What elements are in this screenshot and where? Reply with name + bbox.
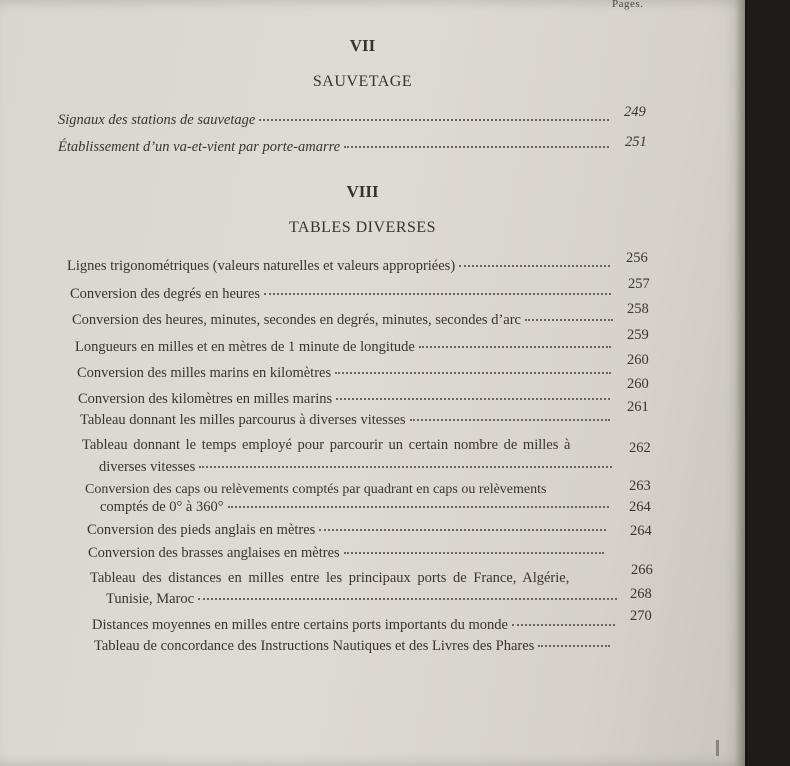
toc-entry-page: 264 [630, 523, 652, 539]
toc-entry-page: 257 [628, 276, 650, 292]
toc-entry-page: 263 [629, 478, 651, 494]
leader-dots [344, 146, 609, 148]
leader-dots [259, 119, 609, 121]
toc-entry-title: Signaux des stations de sauvetage [58, 112, 256, 128]
toc-entry-page: 268 [630, 586, 652, 602]
toc-entry-title: Conversion des brasses anglaises en mètres [88, 545, 340, 561]
toc-entry-title: Tableau donnant les milles parcourus à diverses vitesses [80, 412, 406, 428]
leader-dots [228, 506, 609, 508]
toc-entry-page: 266 [631, 562, 653, 578]
toc-entry-page: 260 [627, 352, 649, 368]
page-mark [716, 740, 719, 756]
toc-entry-title: Conversion des pieds anglais en mètres [87, 522, 316, 538]
leader-dots [344, 552, 604, 554]
toc-entry-title: Tableau des distances en milles entre les principaux ports de France, Algérie, [90, 570, 570, 586]
toc-entry-title: Conversion des degrés en heures [70, 286, 261, 302]
pages-column-label: Pages. [612, 0, 644, 10]
page-edge-shadow [735, 0, 747, 766]
leader-dots [198, 598, 617, 600]
toc-entry-page: 258 [627, 301, 649, 317]
toc-entry-title: Conversion des kilomètres en milles marins [78, 391, 333, 407]
leader-dots [410, 419, 610, 421]
toc-entry-title-continued: diverses vitesses [99, 459, 196, 475]
toc-entry-title: Longueurs en milles et en mètres de 1 minute de longitude [75, 339, 415, 355]
leader-dots [264, 293, 611, 295]
leader-dots [512, 624, 615, 626]
toc-entry-title: Tableau donnant le temps employé pour parcourir un certain nombre de milles à [82, 437, 571, 453]
section-title-sauvetage: SAUVETAGE [312, 73, 413, 90]
leader-dots [336, 398, 610, 400]
toc-entry-title: Tableau de concordance des Instructions Nautiques et des Livres des Phares [94, 638, 535, 654]
toc-entry-page: 261 [627, 399, 649, 415]
toc-entry-page: 249 [624, 104, 646, 120]
toc-entry-title: Distances moyennes en milles entre certains ports importants du monde [92, 617, 508, 633]
toc-entry-title-continued: Tunisie, Maroc [106, 591, 195, 607]
section-numeral-vii: VII [349, 36, 376, 55]
toc-entry-title-continued: comptés de 0° à 360° [100, 499, 224, 515]
toc-entry-page: 256 [626, 250, 648, 266]
toc-entry-page-secondary: 264 [629, 499, 651, 515]
leader-dots [335, 372, 611, 374]
leader-dots [319, 529, 606, 531]
toc-entry-title: Établissement d’un va-et-vient par porte-amarre [58, 139, 341, 155]
toc-entry-page: 270 [630, 608, 652, 624]
toc-entry-page: 262 [629, 440, 651, 456]
toc-entry-title: Conversion des milles marins en kilomètres [77, 365, 332, 381]
toc-entry-title: Conversion des caps ou relèvements comptés par quadrant en caps ou relèvements [85, 482, 547, 497]
toc-entry-title: Conversion des heures, minutes, secondes en degrés, minutes, secondes d’arc [72, 312, 521, 328]
leader-dots [199, 466, 612, 468]
toc-entry-page: 259 [627, 327, 649, 343]
toc-entry-page: 260 [627, 376, 649, 392]
leader-dots [419, 346, 611, 348]
section-title-tables-diverses: TABLES DIVERSES [288, 219, 437, 236]
leader-dots [459, 265, 610, 267]
leader-dots [525, 319, 613, 321]
toc-entry-page: 251 [625, 134, 647, 150]
section-numeral-viii: VIII [346, 182, 379, 201]
toc-entry-title: Lignes trigonométriques (valeurs naturelles et valeurs appropriées) [67, 258, 456, 274]
leader-dots [538, 645, 610, 647]
